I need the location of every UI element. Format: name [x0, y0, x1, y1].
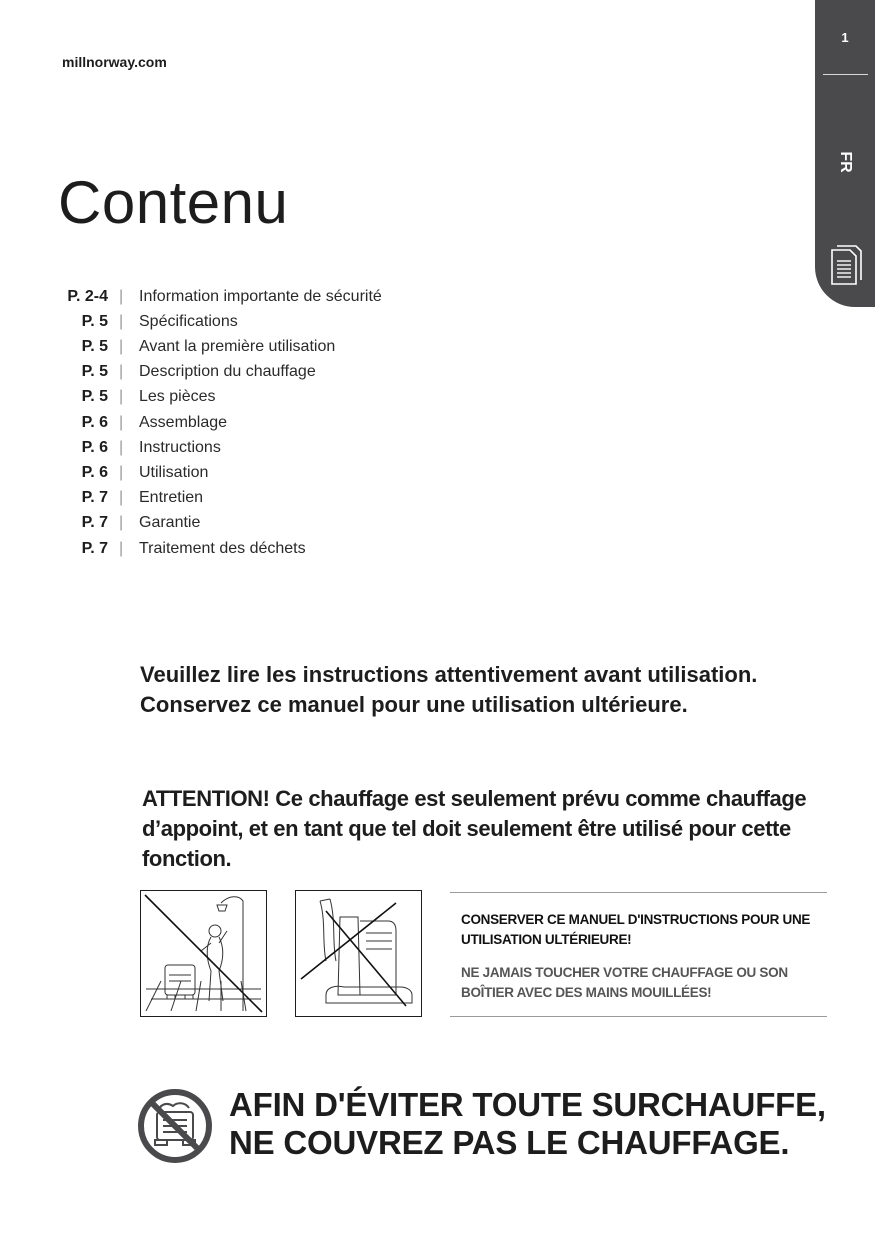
toc-label: Instructions [139, 439, 221, 456]
toc-entry [0, 462, 500, 487]
toc-page-ref: P. 2-4 [67, 288, 108, 305]
towel-heater-illustration [296, 891, 421, 1016]
toc-separator: | [119, 288, 124, 305]
overheating-warning-banner [229, 1086, 829, 1162]
page-title: Contenu [58, 169, 289, 236]
toc-page-ref: P. 5 [81, 363, 108, 380]
toc-separator: | [119, 313, 124, 330]
toc-label: Utilisation [139, 464, 209, 481]
toc-entry [0, 412, 500, 437]
toc-page-ref: P. 7 [81, 514, 108, 531]
do-not-cover-icon [137, 1088, 213, 1164]
toc-page-ref: P. 6 [81, 414, 108, 431]
toc-entry [0, 538, 500, 563]
toc-label: Avant la première utilisation [139, 338, 336, 355]
toc-page-ref: P. 5 [81, 338, 108, 355]
toc-label: Spécifications [139, 313, 238, 330]
toc-entry [0, 336, 500, 361]
page-number: 1 [841, 30, 849, 45]
toc-entry [0, 437, 500, 462]
toc-page-ref: P. 6 [81, 439, 108, 456]
banner-line-1: AFIN D'ÉVITER TOUTE SURCHAUFFE, [229, 1086, 826, 1123]
toc-label: Garantie [139, 514, 201, 531]
keep-manual-note: CONSERVER CE MANUEL D'INSTRUCTIONS POUR UNE UTILISATION ULTÉRIEURE! [461, 912, 811, 947]
wet-hands-note: NE JAMAIS TOUCHER VOTRE CHAUFFAGE OU SON BOÎTIER AVEC DES MAINS MOUILLÉES! [461, 965, 788, 1000]
toc-separator: | [119, 439, 124, 456]
no-bathroom-use-pictogram [140, 890, 267, 1017]
toc-page-ref: P. 5 [81, 388, 108, 405]
toc-entry [0, 361, 500, 386]
toc-entry [0, 311, 500, 336]
document-icon [829, 244, 863, 288]
toc-label: Les pièces [139, 388, 216, 405]
toc-page-ref: P. 6 [81, 464, 108, 481]
read-instructions-notice: Veuillez lire les instructions attentivement avant utilisation. Conservez ce manuel pour une utilisation ultérieure. [140, 662, 758, 717]
toc-entry [0, 512, 500, 537]
no-drying-clothes-pictogram [295, 890, 422, 1017]
toc-separator: | [119, 414, 124, 431]
language-label: FR [837, 151, 854, 173]
safety-notes [450, 892, 827, 1017]
toc-separator: | [119, 388, 124, 405]
website-url: millnorway.com [62, 54, 167, 70]
chapter-side-tab [815, 0, 875, 307]
supplementary-heating-warning: ATTENTION! Ce chauffage est seulement prévu comme chauffage d’appoint, et en tant que tel doit seulement être utilisé pour cette fonction. [142, 786, 807, 871]
tab-divider [823, 74, 868, 75]
toc-entry [0, 286, 500, 311]
toc-label: Assemblage [139, 414, 228, 431]
toc-separator: | [119, 540, 124, 557]
toc-separator: | [119, 338, 124, 355]
toc-separator: | [119, 514, 124, 531]
toc-separator: | [119, 363, 124, 380]
toc-label: Entretien [139, 489, 204, 506]
toc-page-ref: P. 7 [81, 540, 108, 557]
toc-entry [0, 487, 500, 512]
toc-entry [0, 386, 500, 411]
banner-line-2: NE COUVREZ PAS LE CHAUFFAGE. [229, 1124, 790, 1161]
toc-page-ref: P. 7 [81, 489, 108, 506]
toc-separator: | [119, 489, 124, 506]
toc-label: Information importante de sécurité [139, 288, 382, 305]
shower-heater-illustration [141, 891, 266, 1016]
toc-label: Traitement des déchets [139, 540, 306, 557]
toc-separator: | [119, 464, 124, 481]
toc-page-ref: P. 5 [81, 313, 108, 330]
toc-label: Description du chauffage [139, 363, 316, 380]
